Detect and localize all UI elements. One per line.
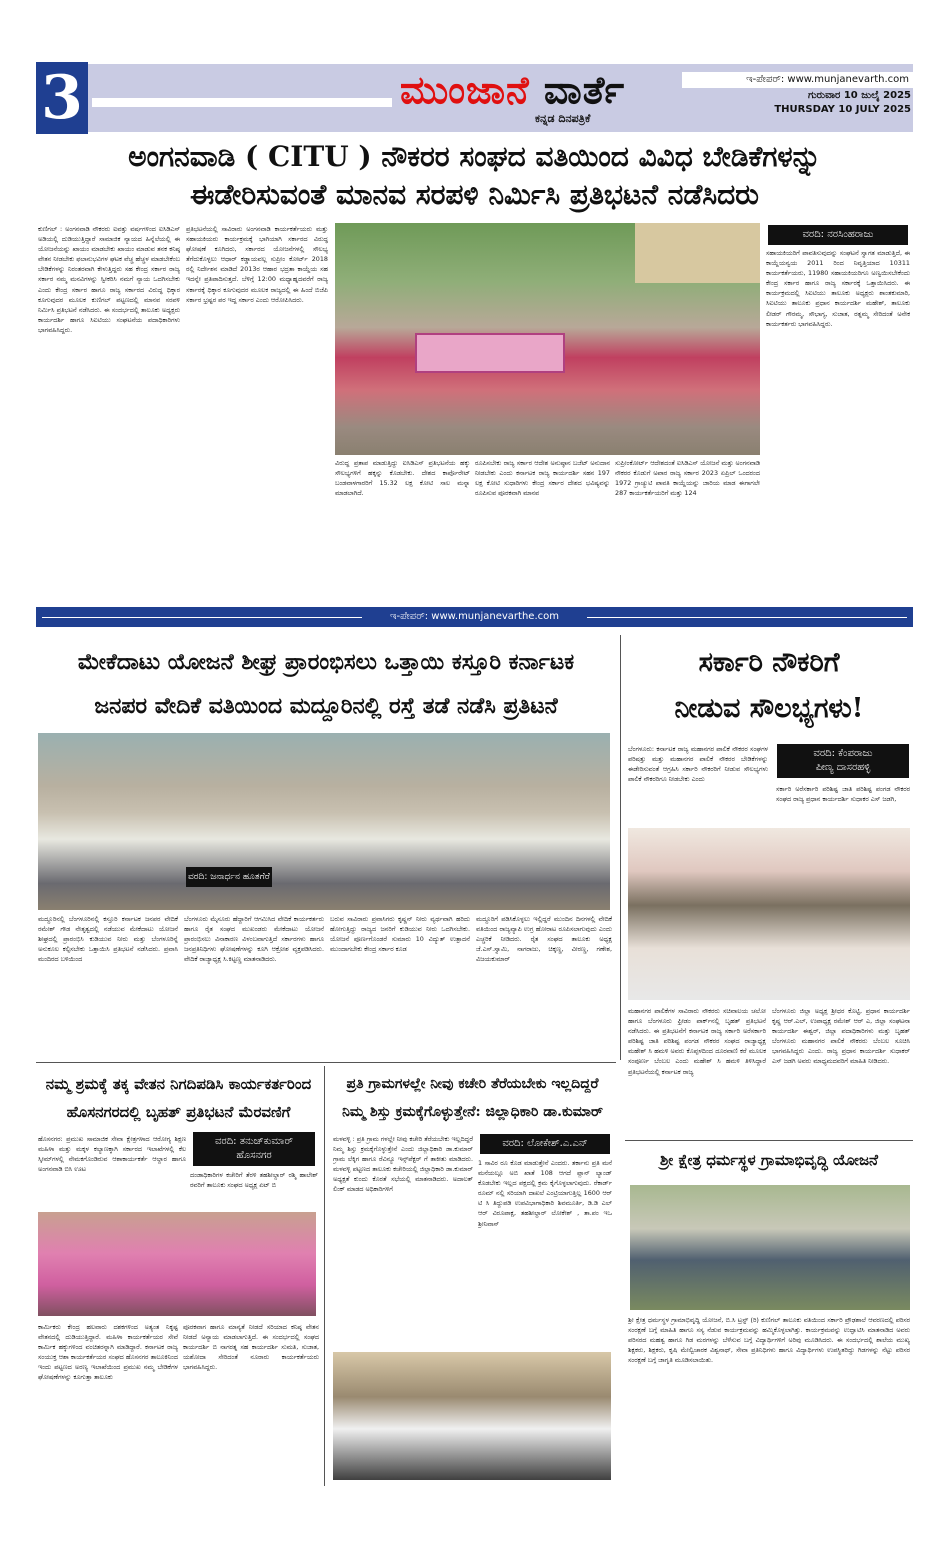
lead-headline-line1: ಅಂಗನವಾಡಿ ( CITU ) ನೌಕರರ ಸಂಘದ ವತಿಯಿಂದ ವಿವಿಧ ಬೇಡಿಕೆಗಳನ್ನು — [128, 140, 821, 173]
newspaper-logo — [400, 68, 625, 113]
newspaper-subtitle: ಕನ್ನಡ ದಿನಪತ್ರಿಕೆ — [535, 112, 591, 125]
photo-banner — [415, 333, 565, 373]
logo-red: ಮುಂಜಾನೆ — [400, 68, 530, 112]
hosanagara-col-2: ದಂಡಾಧಿಕಾರಿಗಳ ಕಚೇರಿಗೆ ತೆರಳಿ ತಹಶೀಲ್ದಾರ್ ರಶ್ಮಿ ಹಾಲೇಶ್ ರವರಿಗೆ ತಾಲೂಕು ಸಂಘದ ಅಧ್ಯಕ್ಷ ಏಟ್ ಬಿ — [190, 1171, 318, 1190]
govt-col-4: ಬೆಂಗಳೂರು ಜಿಲ್ಲಾ ಅಧ್ಯಕ್ಷ ಶ್ರೀಧರ ಕೊಟ್ಟಿ, ಪ್ರಧಾನ ಕಾರ್ಯದರ್ಶಿ ಕೃಷ್ಣ ಆರ್.ಎಲ್, ಉಪಾಧ್ಯಕ್ಷ ರಮೇಶ್ ಆರ್ ಎ, ಜಿಲ್ಲಾ ಸಂಘಟನಾ ಕಾರ್ಯದರ್ಶಿ ಈಶ್ವರ್, ಜಿಲ್ಲಾ ಪದಾಧಿಕಾರಿಗಳು ಮತ್ತು ಬೃಹತ್ ಬೆಂಗಳೂರು ಮಹಾನಗರ ಪಾಲಿಕೆ ನೌಕರರು ಬೆಂಬಲ ಸೂಚಿಸಿ ಭಾಗವಹಿಸಿದ್ದರು ಎಂದು. ರಾಜ್ಯ ಪ್ರಧಾನ ಕಾರ್ಯದರ್ಶಿ ಸುಧಾಕರ್ ಎಸ್ ಜಡಗಿ ಅವರು ಮಾಧ್ಯಮದವರಿಗೆ ಮಾಹಿತಿ ನೀಡಿದರು. — [772, 1007, 910, 1066]
lead-col-1: ಕುಣಿಗಲ್ : ಅಂಗನವಾಡಿ ನೌಕರರು ಐವತ್ತು ವರ್ಷಗಳಿಂದ ಐಸಿಡಿಎಸ್ ಅಡಿಯಲ್ಲಿ ದುಡಿಯುತ್ತಿದ್ದಾರೆ ಸಾಮಾಜಿಕ ನ್ಯಾಯದ ಹಿನ್ನೆಲೆಯಲ್ಲಿ ಈ ಯೋಜನೆಯನ್ನು ಖಾಯಂ ಮಾಡಬೇಕು ಖಾಯಂ ಮಾಡುವ ತನಕ ಕನಿಷ್ಠ ವೇತನ ನೀಡಬೇಕು ಫಲಾನುಭವಿಗಳ ಘಟಕ ವೆಚ್ಚ ಹೆಚ್ಚಳ ಮಾಡಬೇಕೆಂಬ ಬೇಡಿಕೆಗಳನ್ನು ನಿರಂತರವಾಗಿ ಕೇಳುತ್ತಿದ್ದರು ಸಹ ಕೇಂದ್ರ ಸರ್ಕಾರ ರಾಜ್ಯ ಸರ್ಕಾರ ನಮ್ಮ ಮನವಿಗಳನ್ನು ಸ್ವೀಕರಿಸಿ ನಮಗೆ ನ್ಯಾಯ ಒದಗಿಸಬೇಕು ಎಂದು ಕೇಂದ್ರ ಸರ್ಕಾರ ಹಾಗೂ ರಾಜ್ಯ ಸರ್ಕಾರದ ವಿರುದ್ಧ ಧಿಕ್ಕಾರ ಕೂಗುವುದರ ಮೂಲಕ ಕುಣಿಗಲ್ ಪಟ್ಟಣದಲ್ಲಿ ಮಾನವ ಸರಪಳಿ ನಿರ್ಮಿಸಿ ಪ್ರತಿಭಟನೆ ನಡೆಸಿದರು. ಈ ಸಂದರ್ಭದಲ್ಲಿ ತಾಲೂಕು ಅಧ್ಯಕ್ಷರು ಕಾರ್ಯದರ್ಶಿ ಹಾಗೂ ಸಿಐಟಿಯು ಸಂಘಟನೆಯ ಪದಾಧಿಕಾರಿಗಳು ಭಾಗವಹಿಸಿದ್ದರು. — [38, 225, 180, 334]
govt-photo — [628, 828, 910, 1000]
dharmasthala-headline: ಶ್ರೀ ಕ್ಷೇತ್ರ ಧರ್ಮಸ್ಥಳ ಗ್ರಾಮಾಭಿವೃದ್ಧಿ ಯೋಜನೆ — [660, 1151, 878, 1169]
epaper-link[interactable]: ಇ-ಪೇಪರ್: www.munjanevarth.com — [682, 72, 913, 88]
lead-byline: ವರದಿ: ನರಸಿಂಹರಾಜು — [768, 225, 908, 245]
govt-col-1: ಬೆಂಗಳೂರು: ಕರ್ನಾಟಕ ರಾಜ್ಯ ಮಹಾನಗರ ಪಾಲಿಕೆ ನೌಕರರ ಸಂಘಗಳ ಪರಿಷತ್ತು ಮತ್ತು ಮಹಾನಗರ ಪಾಲಿಕೆ ನೌಕರರ ಬೇಡಿಕೆಗಳನ್ನು ಈಡೇರಿಸುವಂತೆ ಆಗ್ರಹಿಸಿ ಸರ್ಕಾರಿ ನೌಕರರಿಗೆ ನೀಡುವ ಸೌಲಭ್ಯಗಳು ಪಾಲಿಕೆ ನೌಕರರಿಗೂ ನೀಡಬೇಕು ಎಂದು — [628, 745, 768, 784]
mekedatu-photo-caption: ವರದಿ: ಜನಾರ್ಧನ ಹೂತಗೆರೆ — [186, 867, 272, 887]
lead-col-2: ಪ್ರತಿಭಟನೆಯಲ್ಲಿ ಸಾವಿರಾರು ಅಂಗನವಾಡಿ ಕಾರ್ಯಕರ್ತೆಯರು ಮತ್ತು ಸಹಾಯಕಿಯರು ಕಾರ್ಯಕ್ರಮಕ್ಕೆ ಭಾಗಿಯಾಗಿ ಸರ್ಕಾರದ ವಿರುದ್ಧ ಘೋಷಣೆ ಕೂಗಿದರು, ಸರ್ಕಾರದ ಯೋಜನೆಗಳಲ್ಲಿ ಸೌಲಭ್ಯ ತೆಗೆದುಕೊಳ್ಳಲು ಆಧಾರ್ ಕಡ್ಡಾಯವಲ್ಲ ಸುಪ್ರೀಂ ಕೋರ್ಟ್ 2018 ರಲ್ಲಿ ನಿರ್ದೇಶನ ಮಾಡಿದೆ 2013ರ ಆಹಾರ ಭದ್ರತಾ ಕಾಯ್ದೆಯ ಸಹ ಇದನ್ನೇ ಪ್ರತಿಪಾದಿಸುತ್ತದೆ. ಬೆಳಿಗ್ಗೆ 12:00 ಮಧ್ಯಾಹ್ನದವರೆಗೆ ರಾಜ್ಯ ಸರ್ಕಾರಕ್ಕೆ ಧಿಕ್ಕಾರ ಕೂಗುವುದರ ಮೂಲಕ ರಾಜ್ಯದಲ್ಲಿ ಈ ಹಿಂದೆ ಬಿಜೆಪಿ ಸರ್ಕಾರ ಭ್ರಷ್ಟರ ಪರ ಇದ್ದ ಸರ್ಕಾರ ಎಂದು ಆರೋಪಿಸಿದರು. — [186, 225, 328, 304]
page-number: 3 — [36, 62, 88, 134]
mekedatu-headline-line1: ಮೇಕೆದಾಟು ಯೋಜನೆ ಶೀಘ್ರ ಪ್ರಾರಂಭಿಸಲು ಒತ್ತಾಯಿ ಕಸ್ತೂರಿ ಕರ್ನಾಟಕ — [77, 649, 575, 675]
column-rule — [620, 635, 621, 1060]
malavalli-headline-line2: ನಿಮ್ಮ ಶಿಸ್ತು ಕ್ರಮಕ್ಕೆಗೊಳ್ಳುತ್ತೇನೆ: ಜಿಲ್ಲಾಧಿಕಾರಿ ಡಾ.ಕುಮಾರ್ — [342, 1104, 603, 1120]
hosanagara-byline-place: ಹೊಸನಗರ — [236, 1150, 272, 1161]
mekedatu-headline-line2: ಜನಪರ ವೇದಿಕೆ ವತಿಯಿಂದ ಮದ್ದೂರಿನಲ್ಲಿ ರಸ್ತೆ ತಡೆ ನಡೆಸಿ ಪ್ರತಿಟನೆ — [94, 693, 558, 719]
photo-signboard — [635, 223, 760, 283]
malavalli-col-1: ಮಳವಳ್ಳಿ : ಪ್ರತಿ ಗ್ರಾಮ ಗಳಲ್ಲೇ ನೀವು ಕಚೇರಿ ತೆರೆಯಬೇಕು ಇಲ್ಲದಿದ್ದರೆ ನಿಮ್ಮ ಶಿಸ್ತು ಕ್ರಮಕ್ಕೆಗೊಳ್ಳುತ್ತೇನೆ ಎಂದು ಜಿಲ್ಲಾಧಿಕಾರಿ ಡಾ.ಕುಮಾರ್ ಗ್ರಾಮ ಲೆಕ್ಕಿಗ ಹಾಗೂ ರೆವಿನ್ಯೂ ಇನ್ಸ್‌ಪೆಕ್ಟರ್ ಗೆ ತಾಕೀತು ಮಾಡಿದರು. ಮಳವಳ್ಳಿ ಪಟ್ಟಣದ ತಾಲೂಕು ಕಚೇರಿಯಲ್ಲಿ ಜಿಲ್ಲಾಧಿಕಾರಿ ಡಾ.ಕುಮಾರ್ ಅಧ್ಯಕ್ಷತೆ ಕುಂದು ಕೊರತೆ ಸಭೆಯಲ್ಲಿ ಮಾತನಾಡಿದರು. ಅದಾಲತ್ ಲಿಂಕ್ ಮಾಡದ ಅಧಿಕಾರಿಗಳಿಗೆ — [333, 1135, 473, 1194]
epaper-divider-text[interactable]: ಇ-ಪೇಪರ್: www.munjanevarthe.com — [389, 611, 559, 622]
govt-employees-headline — [625, 640, 913, 732]
lead-photo-protest — [335, 223, 760, 455]
lead-col-3: ವಿರುದ್ಧ ಪ್ರತಾಪ ಮಾಡುತ್ತಿದ್ದು ಐಸಿಡಿಎಸ್ ಪ್ರತಿಭಟನೆಯ ಹಕ್ಕು ಸೌಲಭ್ಯಗಳಿಗೆ ಹಕ್ಕನ್ನು ಕೊಡಬೇಕು. ದೇಶದ ಕಾರ್ಪೊರೇಟ್ ಬಂಡವಾಳಗಾರರಿಗೆ 15.32 ಲಕ್ಷ ಕೋಟಿ ಸಾಲ ಮನ್ನಾ ಮಾಡಲಾಗಿದೆ. — [335, 459, 470, 498]
column-rule — [324, 1066, 325, 1486]
malavalli-headline-line1: ಪ್ರತಿ ಗ್ರಾಮಗಳಲ್ಲೇ ನೀವು ಕಚೇರಿ ತೆರೆಯಬೇಕು ಇಲ್ಲದಿದ್ದರೆ — [346, 1076, 599, 1092]
mekedatu-col-3: ಬರುವ ಸಾವಿರಾರು ಪ್ರವಾಸಿಗರು ಕೃಷ್ಣನ್ ನೀರು ವ್ಯರ್ಥವಾಗಿ ಹರಿದು ಹೋಗುತ್ತಿದ್ದು ರಾಜ್ಯದ ಜನರಿಗೆ ಕುಡಿಯುವ ನೀರು ಒದಗಿಸಬೇಕು. ಯೋಜನೆ ಪೂರ್ಣಗೊಂಡರೆ ಸುಮಾರು 10 ವಿದ್ಯುತ್ ಉತ್ಪಾದನೆ ಮುಂದಾಗಬೇಕು ಕೇಂದ್ರ ಸರ್ಕಾರ ಕೂಡ — [330, 915, 470, 954]
malavalli-photo — [333, 1352, 611, 1480]
hosanagara-col-1: ಹೊಸನಗರ: ಪ್ರಮುಖ ಸಾಮಾಜಿಕ ಸೇವಾ ಕ್ಷೇತ್ರಗಳಾದ ಆರೋಗ್ಯ ಶಿಕ್ಷಣ ಮಹಿಳಾ ಮತ್ತು ಮಕ್ಕಳ ಕಲ್ಯಾಣಕ್ಕಾಗಿ ಸರ್ಕಾರದ ಇಲಾಖೆಗಳಲ್ಲಿ ಕೆಲ ಸ್ಕೀಮ್‌ಗಳಲ್ಲಿ ನೇಮಕಗೊಂಡಿರುವ ಆಶಾಕಾರ್ಯಕರ್ತೆ ಆಲ್ದಾರ ಹಾಗೂ ಅಂಗನವಾಡಿ ಬಿಸಿ ಊಟ — [38, 1135, 186, 1174]
lead-headline-line2: ಈಡೇರಿಸುವಂತೆ ಮಾನವ ಸರಪಳಿ ನಿರ್ಮಿಸಿ ಪ್ರತಿಭಟನೆ ನಡೆಸಿದರು — [190, 178, 759, 211]
hosanagara-photo — [38, 1212, 316, 1316]
govt-headline-line2: ನೀಡುವ ಸೌಲಭ್ಯಗಳು! — [674, 693, 864, 724]
govt-col-3: ಮಹಾನಗರ ಪಾಲಿಕೆಗಳ ಸಾವಿರಾರು ನೌಕರರು ಸಚಿವಾಲಯ ಚಲೋ ಹಾಗೂ ಬೆಂಗಳೂರು ಫ್ರೀಡಂ ಪಾರ್ಕ್‌ನಲ್ಲಿ ಬೃಹತ್ ಪ್ರತಿಭಟನೆ ನಡೆಸಿದರು. ಈ ಪ್ರತಿಭಟನೆಗೆ ಕರ್ನಾಟಕ ರಾಜ್ಯ ಸರ್ಕಾರಿ ಅರೆಸರ್ಕಾರಿ ಪರಿಶಿಷ್ಟ ಜಾತಿ ಪರಿಶಿಷ್ಟ ಪಂಗಡ ನೌಕರರ ಸಂಘದ ರಾಜ್ಯಾಧ್ಯಕ್ಷ ಮಹೇಶ್ ಸಿ ಹಮಳಿ ಅವರು ಕೊಪ್ಪಳದಿಂದ ದೂರವಾಣಿ ಕರೆ ಮೂಲಕ ಸಂಪೂರ್ಣ ಬೆಂಬಲ ಎಂದು ಮಹೇಶ್ ಸಿ ಹಮಳಿ ತಿಳಿಸಿದ್ದಾರೆ ಪ್ರತಿಭಟನೆಯಲ್ಲಿ ಕರ್ನಾಟಕ ರಾಜ್ಯ — [628, 1007, 766, 1076]
hosanagara-headline-line2: ಹೊಸನಗರದಲ್ಲಿ ಬೃಹತ್ ಪ್ರತಿಭಟನೆ ಮೆರವಣಿಗೆ — [66, 1103, 291, 1121]
mekedatu-col-2: ಬೆಂಗಳೂರು ಮೈಸೂರು ಹೆದ್ದಾರಿಗೆ ಆಗಮಿಸಿದ ವೇದಿಕೆ ಕಾರ್ಯಕರ್ತರು ಹಾಗೂ ರೈತ ಸಂಘದ ಮುಖಂಡರು ಮೇಕೆದಾಟು ಯೋಜನೆ ಪ್ರಾರಂಭಿಸಲು ವಿನಾಕಾರಣ ವಿಳಂಬವಾಗುತ್ತಿದೆ ಸರ್ಕಾರಗಳು ಹಾಗೂ ಜನಪ್ರತಿನಿಧಿಗಳು ಘೋಷಣೆಗಳನ್ನು ಕೂಗಿ ಆಕ್ರೋಶ ವ್ಯಕ್ತಪಡಿಸಿದರು. ವೇದಿಕೆ ರಾಜ್ಯಾಧ್ಯಕ್ಷ ಸಿ.ಕಿಟ್ಟಣ್ಣ ಮಾತನಾಡಿದರು. — [184, 915, 324, 964]
mekedatu-col-4: ಮದ್ದೂರಿಗೆ ಪಡಿಸಿಕೊಳ್ಳಲು ಇಲ್ಲಿದ್ದರೆ ಮುಂದಿನ ದಿನಗಳಲ್ಲಿ ವೇದಿಕೆ ವತಿಯಿಂದ ರಾಜ್ಯವ್ಯಾಪಿ ಉಗ್ರ ಹೋರಾಟ ರೂಪಿಸಲಾಗುವುದು ಎಂದು ಎಚ್ಚರಿಕೆ ನೀಡಿದರು. ರೈತ ಸಂಘದ ತಾಲೂಕು ಅಧ್ಯಕ್ಷ ಜೆ.ಎಸ್.ಸ್ವಾಮಿ, ನಾಗರಾಜು, ಚಿಕ್ಕಣ್ಣ, ವೀರಣ್ಣ, ಗಣೇಶ, ವಿಜಯಕುಮಾರ್ — [476, 915, 612, 964]
divider-line — [36, 1062, 616, 1063]
hosanagara-col-3: ಕಾರ್ಮಿಕರು ಕೇಂದ್ರ ಹಲವಾರು ದಶಕಗಳಿಂದ ಅತ್ಯಂತ ನಿಕೃಷ್ಟ ವೇತನದಲ್ಲಿ ದುಡಿಯುತ್ತಿದ್ದಾರೆ. ಮಹಿಳಾ ಕಾರ್ಯಕರ್ತೆಯರ ಸೇವೆ ಕಾರ್ಮಿಕ ಹಕ್ಕುಗಳಿಂದ ವಂಚಿತರನ್ನಾಗಿ ಮಾಡಿದ್ದಾರೆ. ಕರ್ನಾಟಕ ರಾಜ್ಯ ಸಂಯುಕ್ತ ಆಶಾ ಕಾರ್ಯಕರ್ತೆಯರ ಸಂಘದ ಹೊಸನಗರ ತಾಲೂಕಿನಿಂದ ಇಂದು ಪಟ್ಟಣದ ಅರಣ್ಯ ಇಲಾಖೆಯಿಂದ ಪ್ರಮುಖ ನಮ್ಮ ಬೇಡಿಕೆಗಳ ಘೋಷಣೆಗಳನ್ನು ಕೂಗುತ್ತಾ ತಾಲೂಕು — [38, 1323, 178, 1382]
mekedatu-headline — [36, 640, 616, 728]
hosanagara-col-4: ಪೂರಕವಾಗ ಹಾಗೂ ಮಾನ್ಯತೆ ನೀಡದೆ ಸರಿಯಾದ ಕನಿಷ್ಠ ವೇತನ ನೀಡದೆ ಅನ್ಯಾಯ ಮಾಡಲಾಗುತ್ತಿದೆ. ಈ ಸಂದರ್ಭದಲ್ಲಿ ಸಂಘದ ಕಾರ್ಯದರ್ಶಿ ಬಿ ನಾಗರತ್ನ ಸಹ ಕಾರ್ಯದರ್ಶಿ ಸುಮತಿ, ಸುಜಾತ, ಯಶೋದಾ ಸೇರಿದಂತೆ ನೂರಾರು ಕಾರ್ಯಕರ್ತೆಯರು ಭಾಗವಹಿಸಿದ್ದರು. — [183, 1323, 319, 1372]
malavalli-byline: ವರದಿ: ಲೋಕೇಶ್.ಎ.ಎನ್ — [480, 1134, 610, 1154]
govt-col-2: ಸರ್ಕಾರಿ ಅರೆಸರ್ಕಾರಿ ಪರಿಶಿಷ್ಟ ಜಾತಿ ಪರಿಶಿಷ್ಟ ಪಂಗಡ ನೌಕರರ ಸಂಘದ ರಾಜ್ಯ ಪ್ರಧಾನ ಕಾರ್ಯದರ್ಶಿ ಸುಧಾಕರ ಎಸ್ ಜಡಗಿ, — [776, 785, 910, 804]
date-kannada: ಗುರುವಾರ 10 ಜುಲೈ 2025 — [808, 90, 911, 101]
lead-headline — [36, 138, 913, 214]
govt-byline-name: ವರದಿ: ಕೆಂಪರಾಜು — [813, 748, 873, 759]
malavalli-col-2: 1 ಸಾವಿರ ರೂ ಕೊಡ ಮಾಡುತ್ತೇನೆ ಎಂದರು. ತರ್ಕಾನು ಪ್ರತಿ ಮನೆ ಮನೆಯಲ್ಲೂ ಅಬಿ ಖಾತೆ 108 ಆಗದೆ ಪ್ಲಾನ್ ಲ್ಯಾಂಡ್ ಕೊಡಬೇಕು ಇಲ್ಲದ ಪಕ್ಷದಲ್ಲಿ ಕ್ರಮ ಕೈಗೊಳ್ಳಲಾಗುವುದು. ರೆಕಾರ್ಡ್ ರೂಮ್ ನಲ್ಲಿ ಸರಿಯಾಗಿ ದಾಖಲೆ ಎಂಟ್ರಿಯಾಗುತ್ತಿಲ್ಲ 1600 ಆರ್ ಟಿ ಸಿ ತಿದ್ದುಪಡಿ ಉಪವಿಭಾಗಾಧಿಕಾರಿ ಶಿವಮೂರ್ತಿ, ಡಿ.ಡಿ ಎಲ್ ಆರ್ ವಿರೂಪಾಕ್ಷ, ತಹಶೀಲ್ದಾರ್ ಲೋಕೇಶ್ , ತಾ.ಪಂ ಇಒ ಶ್ರೀನಿವಾಸ್ — [478, 1159, 612, 1228]
malavalli-headline — [330, 1070, 615, 1126]
hosanagara-headline — [36, 1070, 321, 1126]
divider-line — [625, 1140, 913, 1141]
masthead-rule — [92, 98, 392, 107]
dharmasthala-photo — [630, 1185, 910, 1310]
hosanagara-byline — [193, 1132, 315, 1166]
mekedatu-photo — [38, 733, 610, 910]
epaper-divider — [36, 607, 913, 627]
date-english: THURSDAY 10 JULY 2025 — [774, 104, 911, 115]
mekedatu-col-1: ಮದ್ದೂರಿನಲ್ಲಿ ಬೆಂಗಳೂರಿನಲ್ಲಿ ಕಸ್ತೂರಿ ಕರ್ನಾಟಕ ಜನಪರ ವೇದಿಕೆ ರಮೇಶ್ ಗೌಡ ನೇತೃತ್ವದಲ್ಲಿ ನಡೆಯುವ ಮೇಕೆದಾಟು ಯೋಜನೆ ಶೀಘ್ರದಲ್ಲಿ ಪ್ರಾರಂಭಿಸಿ ಕುಡಿಯುವ ನೀರು ಮತ್ತು ಬೆಂಗಳೂರಿನ್ನೆ ಅನುಕೂಲ ಕಲ್ಪಿಸಬೇಕು ಒತ್ತಾಯಿಸಿ ಪ್ರತಿಭಟನೆ ನಡೆಸಿದರು. ಪ್ರವಾಸಿ ಮಂದಿರದ ಬಳಿಯಿಂದ — [38, 915, 178, 964]
logo-black: ವಾರ್ತೆ — [543, 68, 626, 112]
lead-col-4: ರೂಪಿಸಬೇಕು ರಾಜ್ಯ ಸರ್ಕಾರ ಆದೇಶ ಅನುಷ್ಠಾನ ಬಜೆಟ್ ಅನುದಾನ ನೀಡಬೇಕು ಎಂದು ಕರ್ನಾಟಕ ರಾಜ್ಯ ಕಾರ್ಯದರ್ಶಿ ಸಹನ 197 ಲಕ್ಷ ಕೋಟಿ ಸುಧಾರಿಗಳು ಕೇಂದ್ರ ಸರ್ಕಾರ ದೇಶದ ಭವಿಷ್ಯವನ್ನು ರೂಪಿಸುವ ಪೂರಕವಾಗಿ ಮಾನವ — [475, 459, 610, 498]
hosanagara-headline-line1: ನಮ್ಮ ಶ್ರಮಕ್ಕೆ ತಕ್ಕ ವೇತನ ನಿಗದಿಪಡಿಸಿ ಕಾರ್ಯಕರ್ತರಿಂದ — [45, 1075, 312, 1093]
hosanagara-byline-name: ವರದಿ: ತನುಜ್‌ಕುಮಾರ್ — [215, 1136, 293, 1147]
govt-headline-line1: ಸರ್ಕಾರಿ ನೌಕರಿಗೆ — [698, 647, 840, 678]
dharmasthala-body: ಶ್ರೀ ಕ್ಷೇತ್ರ ಧರ್ಮಸ್ಥಳ ಗ್ರಾಮಾಭಿವೃದ್ಧಿ ಯೋಜನೆ, ಬಿ.ಸಿ ಟ್ರಸ್ಟ್ (ರಿ) ಕುಣಿಗಲ್ ತಾಲೂಕು ವತಿಯಿಂದ ಸರ್ಕಾರಿ ಪ್ರೌಢಶಾಲೆ ಆವರಣದಲ್ಲಿ ಪರಿಸರ ಸಂರಕ್ಷಣೆ ಬಗ್ಗೆ ಮಾಹಿತಿ ಹಾಗೂ ಸಸ್ಯ ನೆಡುವ ಕಾರ್ಯಕ್ರಮವನ್ನು ಹಮ್ಮಿಕೊಳ್ಳಲಾಗಿತ್ತು. ಕಾರ್ಯಕ್ರಮವನ್ನು ಉದ್ಘಾಟಿಸಿ ಮಾತನಾಡಿದ ಅವರು ಪರಿಸರದ ಮಹತ್ವ ಹಾಗೂ ಗಿಡ ಮರಗಳನ್ನು ಬೆಳೆಸುವ ಬಗ್ಗೆ ವಿದ್ಯಾರ್ಥಿಗಳಿಗೆ ಅರಿವು ಮೂಡಿಸಿದರು. ಈ ಸಂದರ್ಭದಲ್ಲಿ ಶಾಲೆಯ ಮುಖ್ಯ ಶಿಕ್ಷಕರು, ಶಿಕ್ಷಕರು, ಕೃಷಿ ಮೇಲ್ವಿಚಾರಕ ವಿಶ್ವನಾಥ್, ಸೇವಾ ಪ್ರತಿನಿಧಿಗಳು ಹಾಗೂ ವಿದ್ಯಾರ್ಥಿಗಳು ಉಪಸ್ಥಿತರಿದ್ದು ಗಿಡಗಳನ್ನು ನೆಟ್ಟು ಪರಿಸರ ಸಂರಕ್ಷಣೆ ಬಗ್ಗೆ ಜಾಗೃತಿ ಮೂಡಿಸಲಾಯಿತು. — [628, 1316, 910, 1365]
govt-byline — [777, 744, 909, 778]
lead-col-6: ಸಹಾಯಕಿಯರಿಗೆ ಪಾವತಿಸುವುದನ್ನು ಸಂಘಟನೆ ಸ್ವಾಗತ ಮಾಡುತ್ತಿದೆ, ಈ ಕಾಯ್ದೆಯನ್ವಯ 2011 ರಿಂದ ನಿವೃತ್ತಿಯಾದ 10311 ಕಾರ್ಯಕರ್ತೆಯರು, 11980 ಸಹಾಯಕಿಯರಿಗೂ ಅಣ್ವಯಿಸಬೇಕೆಂದು ಕೇಂದ್ರ ಸರ್ಕಾರ ಹಾಗೂ ರಾಜ್ಯ ಸರ್ಕಾರಕ್ಕೆ ಒತ್ತಾಯಿಸಿದರು. ಈ ಕಾರ್ಯಕ್ರಮದಲ್ಲಿ ಸಿಐಟಿಯು ತಾಲೂಕು ಅಧ್ಯಕ್ಷರು ಶಾಂತಕುಮಾರಿ, ಸಿಐಟಿಯು ತಾಲೂಕು ಪ್ರಧಾನ ಕಾರ್ಯದರ್ಶಿ ಮಹೇಶ್, ತಾಲೂಕು ಲೀಡರ್ ಗೌರಮ್ಮ, ಸೌಭಾಗ್ಯ, ಸುಜಾತ, ರತ್ನಮ್ಮ ಸೇರಿದಂತೆ ಅನೇಕ ಕಾರ್ಯಕರ್ತರು ಭಾಗವಹಿಸಿದ್ದರು. — [766, 249, 910, 328]
govt-byline-place: ಪೀಣ್ಯ ದಾಸರಹಳ್ಳಿ — [815, 762, 871, 773]
lead-col-5: ಸುಪ್ರೀಂಕೋರ್ಟ್ ಆದೇಶದಂತೆ ಐಸಿಡಿಎಸ್ ಯೋಜನೆ ಮತ್ತು ಅಂಗನವಾಡಿ ನೌಕರರ ಕೊಡುಗೆ ಅಪಾರ ರಾಜ್ಯ ಸರ್ಕಾರ 2023 ಏಪ್ರಿಲ್ ಒಂದರಂದ 1972 ಗ್ರಾಚ್ಯುಟಿ ಪಾವತಿ ಕಾಯ್ದೆಯನ್ನು ಜಾರಿಯ ಮಾಡ ಈಗಾಗಲೇ 287 ಕಾರ್ಯಕರ್ತೆಯರಿಗೆ ಮತ್ತು 124 — [615, 459, 760, 498]
